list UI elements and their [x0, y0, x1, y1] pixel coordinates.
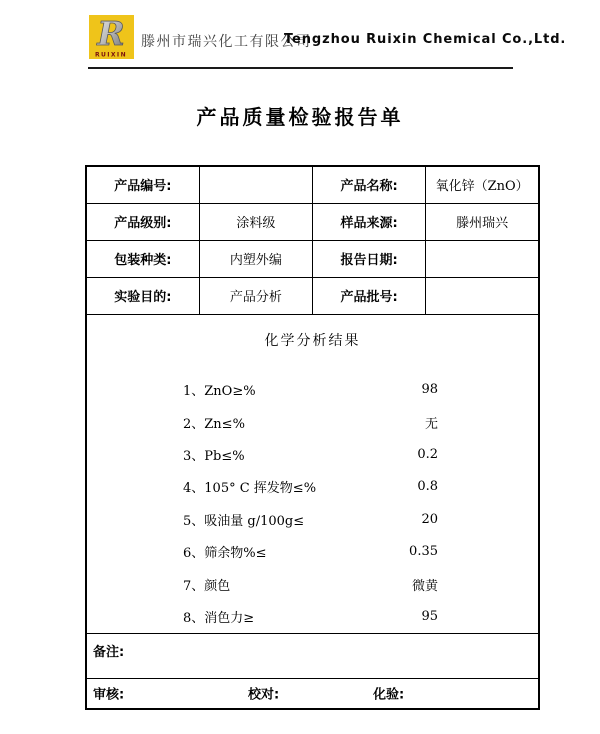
table-row	[86, 203, 539, 240]
svg-text:R: R	[97, 14, 125, 53]
table-row	[86, 166, 539, 203]
analysis-title: 化学分析结果	[264, 332, 361, 349]
info-value-product-name: 氧化锌（ZnO）	[426, 166, 539, 203]
company-name-cn: 滕州市瑞兴化工有限公司	[141, 34, 312, 50]
signatures-cell	[86, 678, 539, 709]
signature-review-label: 审核:	[93, 687, 125, 703]
info-label-sample-source: 样品来源:	[313, 203, 426, 240]
info-value-product-no	[199, 166, 312, 203]
table-row	[86, 240, 539, 277]
analysis-item-value: 0.8	[417, 479, 438, 495]
company-name-en: Tengzhou Ruixin Chemical Co.,Ltd.	[284, 32, 567, 47]
info-value-package-type: 内塑外编	[199, 240, 312, 277]
analysis-list	[87, 374, 538, 633]
analysis-item-name: 8、消色力≥	[183, 610, 255, 626]
analysis-item-value: 微黄	[411, 578, 438, 594]
analysis-item	[87, 406, 538, 438]
analysis-item-value: 0.2	[417, 446, 438, 462]
analysis-item-value: 95	[421, 608, 438, 624]
analysis-item-value: 无	[424, 416, 438, 432]
remarks-cell	[86, 633, 539, 678]
page-title: 产品质量检验报告单	[196, 105, 404, 129]
analysis-item	[87, 503, 538, 535]
signature-assay-label: 化验:	[373, 687, 405, 703]
info-label-report-date: 报告日期:	[313, 240, 426, 277]
table-row	[86, 314, 539, 633]
analysis-item	[87, 374, 538, 406]
info-value-sample-source: 滕州瑞兴	[426, 203, 539, 240]
analysis-section	[86, 314, 539, 633]
info-label-batch-no: 产品批号:	[313, 277, 426, 314]
analysis-item-name: 7、颜色	[183, 578, 231, 594]
info-label-test-purpose: 实验目的:	[86, 277, 199, 314]
info-value-batch-no	[426, 277, 539, 314]
analysis-item	[87, 471, 538, 503]
header-divider	[88, 67, 513, 69]
ruixin-logo-icon	[86, 14, 134, 60]
analysis-item-name: 4、105° C 挥发物≤%	[183, 481, 317, 497]
analysis-item	[87, 535, 538, 567]
signature-proofread-label: 校对:	[248, 687, 280, 703]
table-row	[86, 277, 539, 314]
info-value-test-purpose: 产品分析	[199, 277, 312, 314]
analysis-item-name: 1、ZnO≥%	[183, 384, 256, 400]
analysis-item	[87, 568, 538, 600]
analysis-item	[87, 600, 538, 632]
info-value-product-grade: 涂料级	[199, 203, 312, 240]
info-label-product-grade: 产品级别:	[86, 203, 199, 240]
analysis-item-name: 3、Pb≤%	[183, 448, 245, 464]
info-label-product-no: 产品编号:	[86, 166, 199, 203]
analysis-item-name: 6、筛余物%≤	[183, 546, 267, 562]
info-label-package-type: 包装种类:	[86, 240, 199, 277]
analysis-item-value: 0.35	[409, 544, 438, 560]
info-value-report-date	[426, 240, 539, 277]
table-row	[86, 678, 539, 709]
analysis-item	[87, 438, 538, 470]
report-table	[85, 165, 540, 710]
svg-text:RUIXIN: RUIXIN	[94, 51, 128, 59]
analysis-item-value: 98	[421, 382, 438, 398]
analysis-item-value: 20	[421, 511, 438, 527]
remarks-label: 备注:	[93, 644, 125, 660]
analysis-item-name: 2、Zn≤%	[183, 416, 245, 432]
analysis-item-name: 5、吸油量 g/100g≤	[183, 513, 305, 529]
table-row	[86, 633, 539, 678]
info-label-product-name: 产品名称:	[313, 166, 426, 203]
